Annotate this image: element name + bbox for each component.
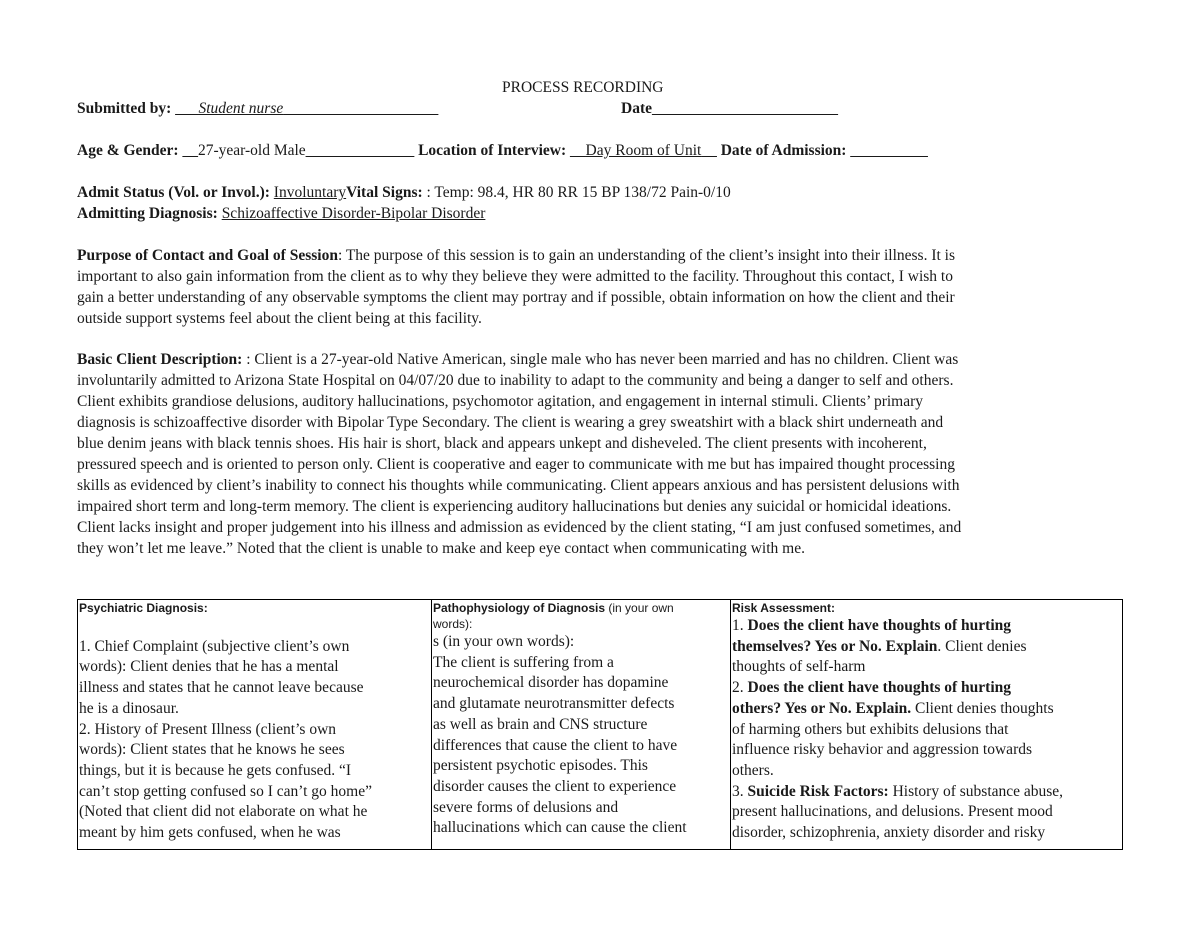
location-field bbox=[570, 142, 717, 159]
cell-text-line: words): Client denies that he has a mental bbox=[79, 658, 339, 676]
admit-status-row bbox=[77, 182, 731, 203]
admitting-diagnosis-label: Admitting Diagnosis: bbox=[77, 205, 218, 222]
description-line: impaired short term and long-term memory. The client is experiencing auditory hallucinations but denies any suicidal or homicidal ideations. bbox=[77, 498, 952, 515]
cell-text-line: present hallucinations, and delusions. Present mood bbox=[732, 803, 1053, 821]
purpose-paragraph bbox=[77, 245, 1122, 329]
cell-text-line: 1. Chief Complaint (subjective client’s own bbox=[79, 637, 350, 655]
answer-text: Client denies thoughts bbox=[911, 699, 1054, 717]
cell-text-line: severe forms of delusions and bbox=[433, 798, 619, 816]
description-line bbox=[77, 349, 1122, 370]
underline-blank: ______________ bbox=[305, 142, 415, 159]
pathophysiology-header bbox=[433, 600, 729, 616]
cell-text-line bbox=[732, 678, 1121, 699]
submitted-by-row bbox=[77, 98, 438, 119]
underline-blank: __ bbox=[570, 142, 586, 159]
assessment-table bbox=[77, 599, 1123, 850]
admit-status-label: Admit Status (Vol. or Invol.): bbox=[77, 184, 270, 201]
description-line: blue denim jeans with black tennis shoes. His hair is short, black and appears unkept and disheveled. The client presents with incoherent, bbox=[77, 435, 927, 452]
age-gender-label: Age & Gender: bbox=[77, 142, 179, 159]
cell-text-line bbox=[732, 637, 1121, 658]
admission-date-label: Date of Admission: bbox=[720, 142, 847, 159]
cell-text-line: he is a dinosaur. bbox=[79, 699, 179, 717]
cell-text-line: 2. History of Present Illness (client’s own bbox=[79, 720, 337, 738]
cell-text-line: neurochemical disorder has dopamine bbox=[433, 674, 669, 692]
description-line: skills as evidenced by client’s inability to connect his thoughts while communicating. Client appears anxious and has persistent delusions with bbox=[77, 477, 960, 494]
purpose-line bbox=[77, 245, 1122, 266]
cell-text-line bbox=[732, 616, 1121, 637]
date-label: Date bbox=[621, 100, 652, 117]
cell-text-line: hallucinations which can cause the client bbox=[433, 819, 687, 837]
description-line: pressured speech and is oriented to person only. Client is cooperative and eager to communicate with me but has impaired thought processing bbox=[77, 456, 955, 473]
pathophysiology-header-rest: (in your own bbox=[605, 601, 674, 615]
location-value: Day Room of Unit bbox=[585, 142, 702, 159]
date-row bbox=[621, 98, 838, 119]
demographics-row bbox=[77, 140, 928, 161]
purpose-line: gain a better understanding of any observable symptoms the client may portray and if possible, obtain information on how the client and their bbox=[77, 289, 955, 306]
submitted-by-label: Submitted by: bbox=[77, 100, 172, 117]
purpose-line: outside support systems feel about the client being at this facility. bbox=[77, 310, 482, 327]
description-line: Client exhibits grandiose delusions, auditory hallucinations, psychomotor agitation, and engagement in internal stimuli. Clients’ primary bbox=[77, 393, 924, 410]
cell-text-line: The client is suffering from a bbox=[433, 653, 614, 671]
cell-text-line bbox=[732, 782, 1121, 803]
cell-text-line: (Noted that client did not elaborate on what he bbox=[79, 803, 368, 821]
underline-blank: ___ bbox=[175, 100, 199, 117]
question-number: 1. bbox=[732, 617, 748, 634]
description-line: diagnosis is schizoaffective disorder with Bipolar Type Secondary. The client is wearing a grey sweatshirt with a black shirt underneath and bbox=[77, 414, 944, 431]
page-title: PROCESS RECORDING bbox=[502, 79, 664, 96]
psychiatric-diagnosis-header: Psychiatric Diagnosis: bbox=[79, 601, 208, 615]
cell-text-line: things, but it is because he gets confused. “I bbox=[79, 761, 352, 779]
cell-text-line: can’t stop getting confused so I can’t go home” bbox=[79, 782, 372, 800]
cell-text-line: disorder, schizophrenia, anxiety disorder and risky bbox=[732, 824, 1046, 842]
cell-text-line: thoughts of self-harm bbox=[732, 658, 866, 676]
description-text: : Client is a 27-year-old Native American, single male who has never been married and has no children. Client was bbox=[242, 351, 959, 368]
description-line: they won’t let me leave.” Noted that the client is unable to make and keep eye contact when communicating with me. bbox=[77, 540, 805, 557]
description-line: Client lacks insight and proper judgement into his illness and admission as evidenced by the client stating, “I am just confused sometimes, and bbox=[77, 519, 962, 536]
age-gender-value: 27-year-old Male bbox=[197, 142, 306, 159]
admission-date-blank: __________ bbox=[850, 142, 928, 159]
vitals-value: : Temp: 98.4, HR 80 RR 15 BP 138/72 Pain-0/10 bbox=[426, 184, 731, 201]
question-number: 3. bbox=[732, 782, 748, 800]
answer-text: History of substance abuse, bbox=[888, 782, 1064, 800]
question-text: others? Yes or No. Explain. bbox=[732, 699, 912, 717]
description-line: involuntarily admitted to Arizona State Hospital on 04/07/20 due to inability to adapt to the community and being a danger to self and others. bbox=[77, 372, 954, 389]
cell-text-line bbox=[732, 699, 1121, 720]
cell-text-line: words): Client states that he knows he sees bbox=[79, 741, 345, 759]
cell-text-line: s (in your own words): bbox=[433, 633, 575, 650]
psychiatric-diagnosis-cell bbox=[78, 600, 432, 850]
question-number: 2. bbox=[732, 679, 748, 697]
pathophysiology-cell bbox=[432, 600, 731, 850]
underline-blank: ____________________ bbox=[283, 100, 439, 117]
pathophysiology-header-line2: words): bbox=[433, 617, 473, 631]
cell-text-line: and glutamate neurotransmitter defects bbox=[433, 695, 675, 713]
risk-assessment-cell bbox=[731, 600, 1123, 850]
purpose-label: Purpose of Contact and Goal of Session bbox=[77, 247, 338, 264]
cell-text-line: illness and states that he cannot leave because bbox=[79, 679, 364, 697]
cell-text-line: disorder causes the client to experience bbox=[433, 777, 677, 795]
underline-blank: __ bbox=[182, 142, 198, 159]
pathophysiology-header-bold: Pathophysiology of Diagnosis bbox=[433, 601, 606, 615]
age-gender-field bbox=[182, 142, 198, 159]
description-label: Basic Client Description: bbox=[77, 351, 243, 368]
risk-assessment-header: Risk Assessment: bbox=[732, 601, 835, 615]
date-blank: ________________________ bbox=[652, 100, 838, 117]
admitting-diagnosis-row bbox=[77, 203, 485, 224]
blank-line bbox=[79, 616, 430, 637]
answer-text: . Client denies bbox=[937, 637, 1027, 655]
purpose-text: : The purpose of this session is to gain an understanding of the client’s insight into their illness. It is bbox=[337, 247, 956, 264]
question-text: Does the client have thoughts of hurting bbox=[747, 679, 1012, 697]
cell-text-line: influence risky behavior and aggression towards bbox=[732, 741, 1033, 759]
cell-text-line: as well as brain and CNS structure bbox=[433, 715, 648, 733]
question-text: Does the client have thoughts of hurting bbox=[747, 617, 1012, 634]
submitted-by-value: Student nurse bbox=[198, 100, 284, 117]
location-label: Location of Interview: bbox=[418, 142, 567, 159]
vitals-label: Vital Signs: bbox=[346, 184, 423, 201]
question-text: themselves? Yes or No. Explain bbox=[732, 637, 938, 655]
admit-status-value: Involuntary bbox=[273, 184, 347, 201]
client-description-paragraph bbox=[77, 349, 1122, 559]
purpose-line: important to also gain information from the client as to why they believe they were admitted to the facility. Throughout this contact, I wish to bbox=[77, 268, 953, 285]
underline-blank: __ bbox=[701, 142, 717, 159]
cell-text-line: persistent psychotic episodes. This bbox=[433, 757, 648, 775]
cell-text-line: differences that cause the client to have bbox=[433, 736, 678, 754]
cell-text-line: others. bbox=[732, 761, 774, 779]
admitting-diagnosis-value: Schizoaffective Disorder-Bipolar Disorder bbox=[221, 205, 486, 222]
cell-text-line: meant by him gets confused, when he was bbox=[79, 824, 341, 842]
question-text: Suicide Risk Factors: bbox=[747, 782, 889, 800]
submitted-by-field bbox=[175, 100, 438, 117]
cell-text-line: of harming others but exhibits delusions that bbox=[732, 720, 1009, 738]
